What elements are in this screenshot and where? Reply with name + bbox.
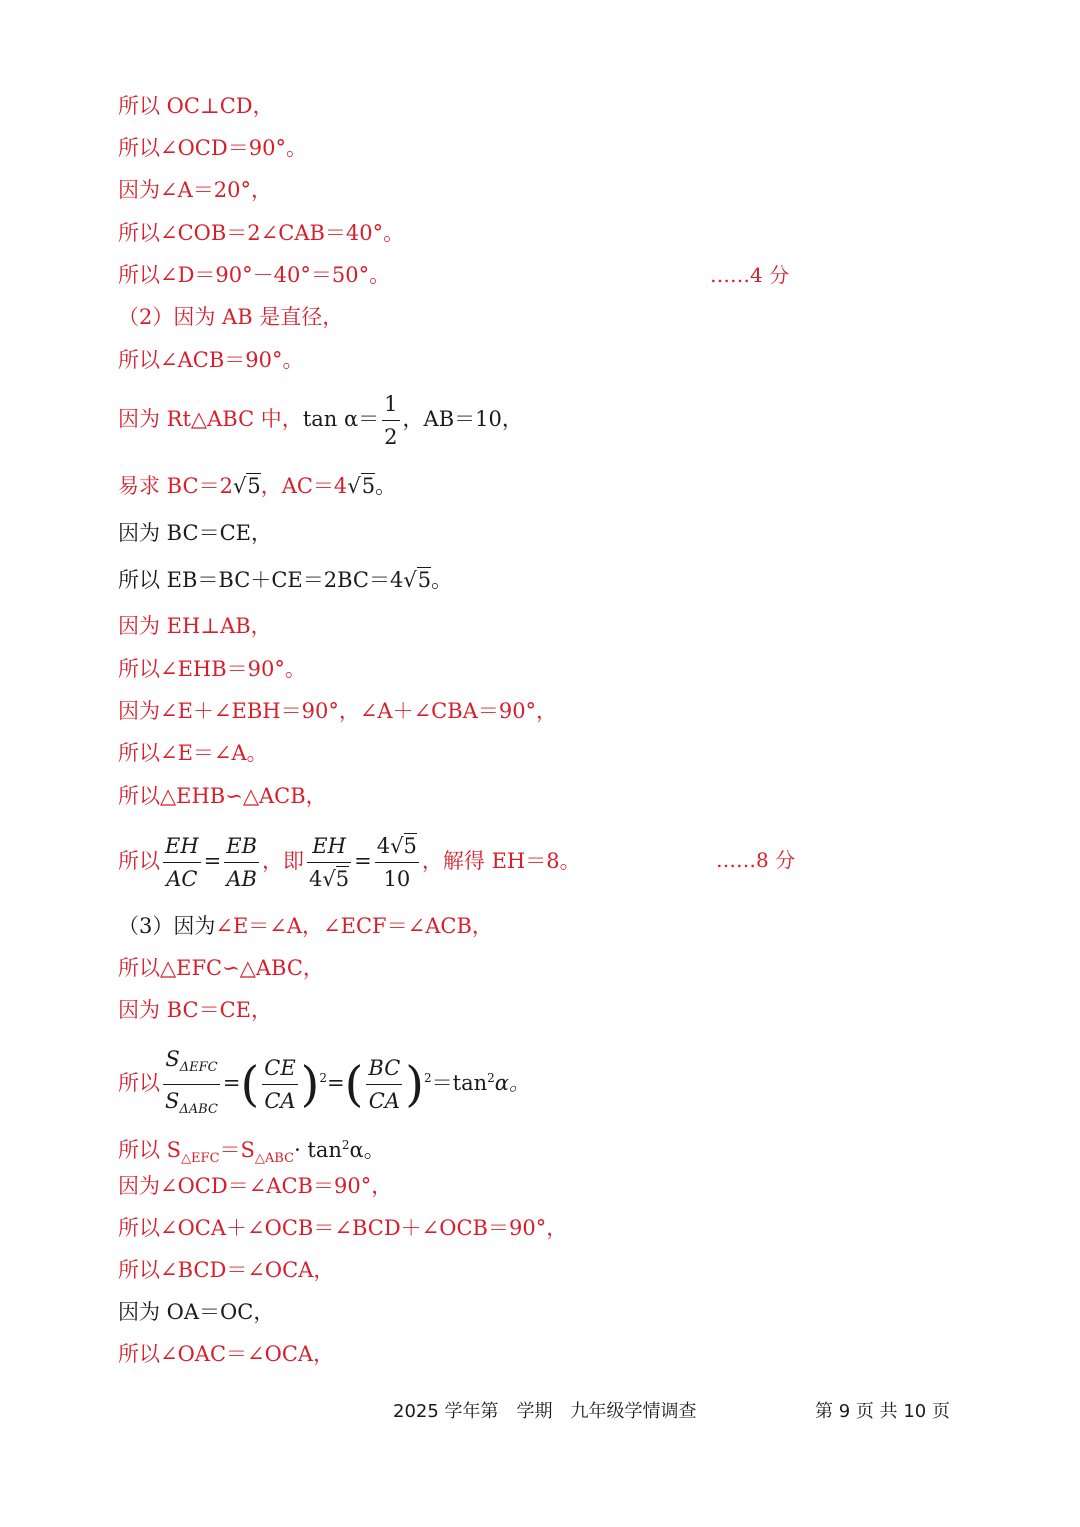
line-9 <box>118 472 396 500</box>
line-6: （2）因为 AB 是直径， <box>118 305 344 329</box>
line-1: 所以 OC⊥CD， <box>118 94 274 118</box>
line-8 <box>118 385 523 453</box>
line-25: 所以∠BCD＝∠OCA， <box>118 1258 335 1282</box>
sqrt-5-a: √5 <box>232 474 261 498</box>
line-21: 所以 $\frac{S_{\Delta EFC}}{S_{\Delta ABC}}$ =( $\frac{CE}{CA}$ )$^2$=( $\frac{BC}{CA}$ )$^2=\tan^2\alpha$。 <box>118 1043 530 1126</box>
line-22-s: 所以 S <box>118 1138 182 1162</box>
line-22-tan: · tan <box>294 1138 342 1162</box>
line-17-ie: ，即 <box>262 849 305 873</box>
line-26: 因为 OA＝OC， <box>118 1300 275 1324</box>
line-15: 所以∠E＝∠A。 <box>118 741 268 765</box>
fraction-4sqrt5-10: $\frac{4√5}{10}$ <box>375 830 419 895</box>
line-21-alpha: α。 <box>494 1071 530 1096</box>
line-2: 所以∠OCD＝90°。 <box>118 136 307 160</box>
line-11-eb: 所以 EB＝BC＋CE＝2BC＝4 <box>118 568 404 592</box>
line-13: 所以∠EHB＝90°。 <box>118 657 306 681</box>
line-16: 所以△EHB∽△ACB， <box>118 784 327 808</box>
line-17-result: ，解得 EH＝8。 <box>421 849 581 873</box>
line-11-end: 。 <box>431 568 453 592</box>
line-14: 因为∠E＋∠EBH＝90°，∠A＋∠CBA＝90°， <box>118 699 558 723</box>
frac-num: 1 <box>382 388 399 421</box>
fraction-eb-ab: $\frac{EB}{AB}$ <box>224 830 259 895</box>
line-10: 因为 BC＝CE， <box>118 521 272 545</box>
line-11 <box>118 566 452 594</box>
sqrt-5-c: √5 <box>403 568 432 592</box>
line-17-so: 所以 <box>118 849 160 873</box>
line-8-ab: ，AB＝10， <box>402 407 523 431</box>
line-21-so: 所以 <box>118 1071 160 1096</box>
line-22: 所以 $S_{\triangle EFC}=S_{\triangle ABC}\cdot \tan^2\alpha$。 <box>118 1138 385 1167</box>
line-8-tan: tan α＝ <box>302 407 380 431</box>
score-8: ……8 分 <box>716 848 796 872</box>
fraction-one-half <box>382 388 399 453</box>
score-4: ……4 分 <box>710 263 790 287</box>
line-22-eq: ＝S <box>219 1138 255 1162</box>
fraction-eh-4sqrt5: $\frac{EH}{4√5}$ <box>307 830 351 895</box>
frac-den: 2 <box>384 425 398 449</box>
line-17: 所以 $\frac{EH}{AC}$ = $\frac{EB}{AB}$ ，即 $\frac{EH}{4√5}$ = $\frac{4√5}{10}$ ，解得 EH＝8。 <box>118 826 581 896</box>
fraction-area-ratio: $\frac{S_{\Delta EFC}}{S_{\Delta ABC}}$ <box>163 1043 220 1126</box>
line-8-intro: 因为 Rt△ABC 中， <box>118 407 303 431</box>
line-27: 所以∠OAC＝∠OCA， <box>118 1342 335 1366</box>
line-23: 因为∠OCD＝∠ACB＝90°， <box>118 1174 393 1198</box>
line-3: 因为∠A＝20°， <box>118 178 272 202</box>
footer-exam-title: 2025 学年第 学期 九年级学情调查 <box>393 1401 697 1422</box>
line-9-ac: ，AC＝4 <box>260 474 348 498</box>
line-19: 所以△EFC∽△ABC， <box>118 956 324 980</box>
line-18-angles: ∠E＝∠A，∠ECF＝∠ACB， <box>215 914 493 938</box>
line-4: 所以∠COB＝2∠CAB＝40°。 <box>118 221 405 245</box>
line-24: 所以∠OCA＋∠OCB＝∠BCD＋∠OCB＝90°， <box>118 1216 568 1240</box>
line-21-tan: ＝tan <box>431 1071 488 1096</box>
line-7: 所以∠ACB＝90°。 <box>118 348 304 372</box>
footer-page-number: 第 9 页 共 10 页 <box>815 1401 950 1422</box>
line-9-bc: 易求 BC＝2 <box>118 474 233 498</box>
line-12: 因为 EH⊥AB， <box>118 614 272 638</box>
line-18 <box>118 912 493 940</box>
sqrt-5-b: √5 <box>347 474 376 498</box>
fraction-eh-ac: $\frac{EH}{AC}$ <box>163 830 201 895</box>
line-5: 所以∠D＝90°－40°＝50°。 <box>118 263 391 287</box>
line-22-alpha: α。 <box>349 1138 385 1162</box>
fraction-ce-ca: $\frac{CE}{CA}$ <box>262 1052 297 1117</box>
line-9-end: 。 <box>375 474 397 498</box>
fraction-bc-ca: $\frac{BC}{CA}$ <box>366 1052 402 1117</box>
line-18-part3: （3）因为 <box>118 914 216 938</box>
line-20: 因为 BC＝CE， <box>118 998 272 1022</box>
